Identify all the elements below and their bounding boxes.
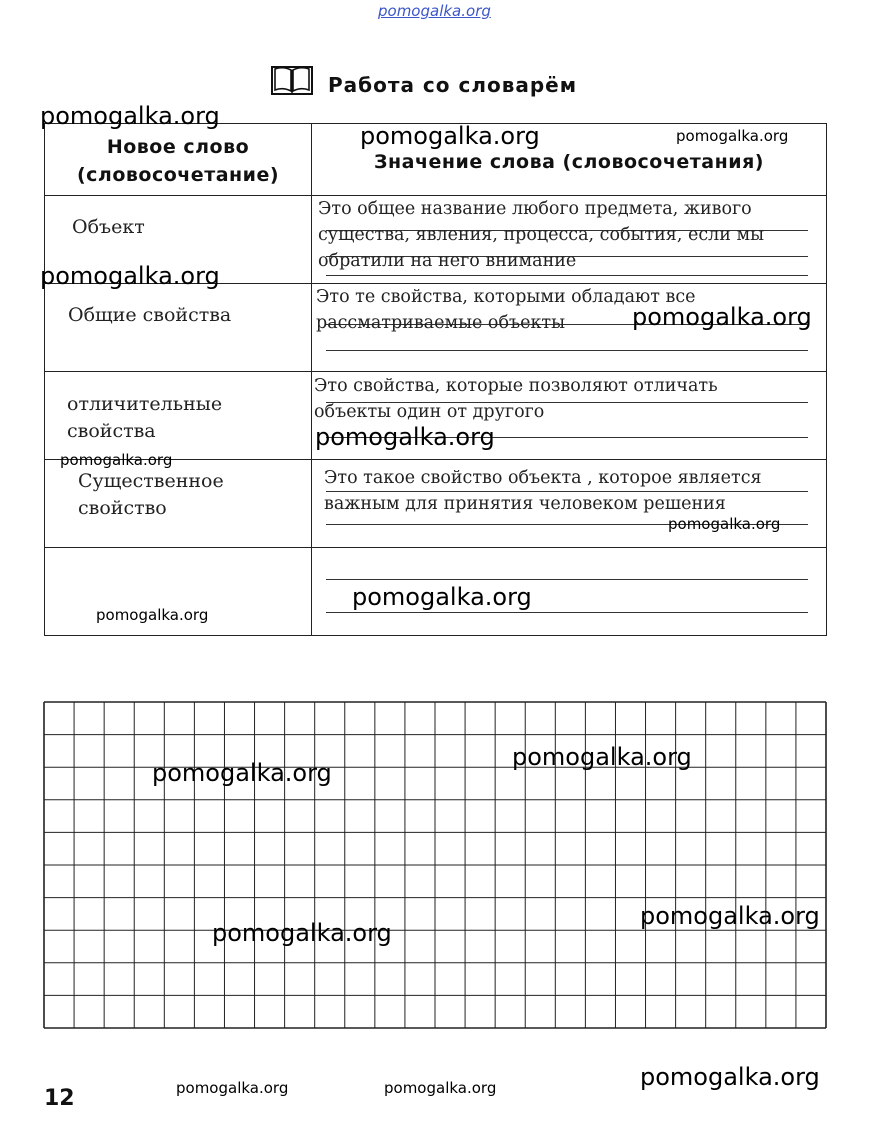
definition-line: обратили на него внимание	[318, 251, 577, 271]
writing-line	[326, 579, 808, 580]
header-term-line-1: Новое слово	[106, 136, 250, 158]
term-text	[67, 391, 222, 445]
watermark: pomogalka.org	[668, 515, 781, 533]
writing-line	[326, 350, 808, 351]
definition-text	[314, 373, 718, 425]
header-term-cell	[45, 124, 312, 196]
definition-text	[324, 465, 762, 517]
watermark: pomogalka.org	[152, 759, 332, 787]
term-line: свойства	[67, 420, 156, 442]
vocabulary-table	[44, 123, 827, 636]
watermark: pomogalka.org	[352, 583, 532, 611]
term-cell	[45, 460, 312, 548]
watermark: pomogalka.org	[676, 127, 789, 145]
top-watermark-link[interactable]: pomogalka.org	[378, 2, 491, 20]
definition-text	[318, 196, 764, 274]
squared-grid	[43, 701, 827, 1029]
definition-line: Это общее название любого предмета, живого	[318, 199, 752, 219]
term-cell	[45, 372, 312, 460]
watermark: pomogalka.org	[360, 122, 540, 150]
watermark: pomogalka.org	[640, 1063, 820, 1091]
header-meaning: Значение слова (словосочетания)	[374, 151, 764, 173]
watermark: pomogalka.org	[60, 451, 173, 469]
watermark: pomogalka.org	[96, 606, 209, 624]
term-cell	[45, 284, 312, 372]
watermark: pomogalka.org	[632, 303, 812, 331]
term-line: Существенное	[78, 470, 224, 492]
watermark: pomogalka.org	[212, 919, 392, 947]
watermark: pomogalka.org	[384, 1079, 497, 1097]
section-title: Работа со словарём	[328, 73, 578, 97]
definition-line: Это те свойства, которыми обладают все	[316, 287, 696, 307]
watermark: pomogalka.org	[512, 743, 692, 771]
watermark: pomogalka.org	[40, 262, 220, 290]
table-row	[45, 460, 827, 548]
watermark: pomogalka.org	[40, 102, 220, 130]
definition-line: существа, явления, процесса, события, если мы	[318, 225, 765, 245]
definition-line: Это свойства, которые позволяют отличать	[314, 376, 718, 396]
definition-line: Это такое свойство объекта , которое является	[324, 468, 762, 488]
header-term-line-2: (словосочетание)	[76, 164, 280, 186]
term-text	[78, 468, 224, 522]
definition-line: объекты один от другого	[314, 402, 545, 422]
watermark: pomogalka.org	[176, 1079, 289, 1097]
term-line: свойство	[78, 497, 167, 519]
definition-cell	[312, 196, 827, 284]
term-line: отличительные	[67, 393, 223, 415]
term-text: Общие свойства	[68, 304, 232, 326]
definition-cell	[312, 460, 827, 548]
watermark: pomogalka.org	[315, 423, 495, 451]
definition-line: рассматриваемые объекты	[316, 313, 566, 333]
term-text: Объект	[72, 216, 145, 238]
definition-line: важным для принятия человеком решения	[324, 494, 726, 514]
writing-line	[326, 275, 808, 276]
writing-line	[326, 612, 808, 613]
watermark: pomogalka.org	[640, 902, 820, 930]
book-icon	[271, 64, 313, 96]
page-number: 12	[44, 1086, 75, 1111]
